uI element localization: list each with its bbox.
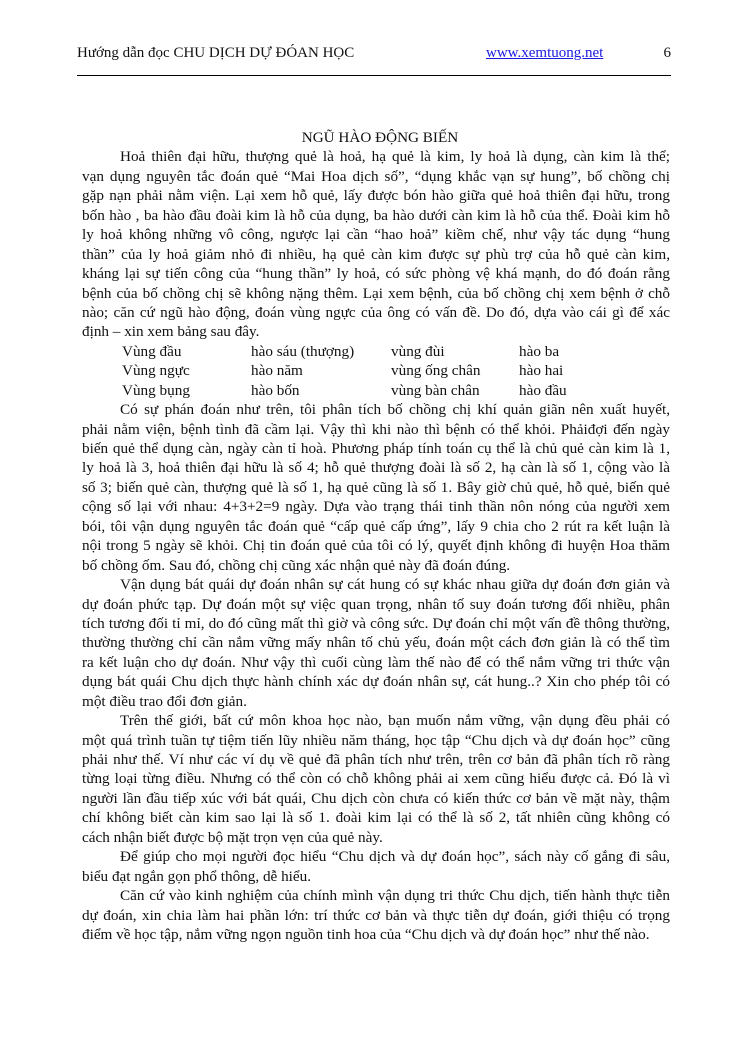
- header-title: Hướng dẫn đọc CHU DỊCH DỰ ĐÓAN HỌC: [77, 45, 355, 61]
- table-row: [82, 361, 670, 380]
- text-line: một điều trao đổi đơn giản.: [82, 692, 247, 710]
- table-cell: vùng đùi: [391, 342, 445, 360]
- text-line: nào; căn cứ ngũ hào động, đoán vùng ngực của ông có vấn đề. Do đó, dựa vào cái gì để xác: [82, 303, 670, 321]
- text-line: một quá trình tuần tự tiệm tiến lũy nhiều năm tháng, học tập “Chu dịch và dự đoán học” cũng: [82, 731, 670, 749]
- document-body: [82, 128, 670, 944]
- table-cell: hào hai: [519, 362, 564, 380]
- table-cell: vùng bàn chân: [391, 381, 480, 399]
- page-number: 6: [663, 45, 671, 61]
- text-line: Trên thế giới, bất cứ môn khoa học nào, bạn muốn nắm vững, vận dụng đều phải có: [120, 712, 670, 730]
- table-cell: hào năm: [251, 362, 303, 380]
- text-line: Vận dụng bát quái dự đoán nhân sự cát hung có sự khác nhau giữa dự đoán đơn giản và: [120, 576, 670, 594]
- paragraph: [82, 575, 670, 711]
- website-link[interactable]: www.xemtuong.net: [486, 45, 604, 61]
- text-line: điểm về học tập, nắm vững ngọn nguồn tinh hoa của “Chu dịch và dự đoán học” như thế nào.: [82, 925, 650, 943]
- table-cell: Vùng ngực: [122, 362, 190, 380]
- text-line: chí không biết càn kim sao lại là số 1. đoài kim lại có thể là số 2, tất nhiên cũng không có: [82, 809, 670, 827]
- text-line: Căn cứ vào kinh nghiệm của chính mình vận dụng tri thức Chu dịch, tiến hành thực tiễn: [120, 887, 670, 905]
- page-header: [77, 45, 671, 69]
- table-cell: Vùng đầu: [122, 342, 182, 360]
- text-line: bệnh của bố chồng chị sẽ không nặng thêm. Lại xem bệnh, của bố chồng chị xem bệnh ở chỗ: [82, 284, 670, 302]
- text-line: ly hoả không những vô công, ngược lại cần “hao hoả” kiềm chế, như vậy tác dụng “hung: [82, 226, 670, 244]
- text-line: vạn dụng nguyên tắc đoán quẻ “Mai Hoa dịch số”, “dụng khắc vạn sự hung”, bố chồng chị: [82, 167, 670, 185]
- paragraph: [82, 886, 670, 944]
- table-row: [82, 381, 670, 400]
- table-cell: hào bốn: [251, 381, 300, 399]
- text-line: dự đoán phức tạp. Dự đoán một sự việc quan trọng, nhân tố suy đoán tương đối nhiều, phân: [82, 595, 670, 613]
- text-line: từng loại từng điều. Nhưng có thể còn có chỗ không phải ai xem cũng hiểu được cả. Đó là vì: [82, 770, 670, 788]
- text-line: phải như thế. Ví như các ví dụ về quẻ đã phân tích như trên, trên cơ bản đã phân tích rõ ràng: [82, 751, 670, 769]
- text-line: thường thường chỉ cần nắm vững mấy nhân tố chủ yếu, đoán một cách đơn giản là có thể tìm: [82, 634, 670, 652]
- text-line: ly hoả là 3, hoả thiên đại hữu là số 4; hỗ quẻ thượng đoài là số 2, hạ càn là số 1, cộng vào là: [82, 459, 670, 477]
- table-cell: vùng ống chân: [391, 362, 481, 380]
- section-heading: NGŨ HÀO ĐỘNG BIẾN: [301, 129, 459, 146]
- table-cell: Vùng bụng: [122, 381, 190, 399]
- table-cell: hào sáu (thượng): [251, 342, 355, 360]
- table-row: [82, 342, 670, 361]
- text-line: kháng lại sự tiến công của “hung thần” ly hoả, có sức phòng vệ khá mạnh, do đó đoán rằng: [82, 265, 670, 283]
- text-line: dụng bát quái Chu dịch thực hành chính xác dự đoán nhân sự, cát hung..? Xin cho phép tôi có: [82, 673, 670, 691]
- text-line: Để giúp cho mọi người đọc hiểu “Chu dịch và dự đoán học”, sách này cố gắng đi sâu,: [120, 848, 670, 866]
- text-line: cộng số lại với nhau: 4+3+2=9 ngày. Dựa vào trạng thái tinh thần nôn nóng của người xem: [82, 498, 670, 516]
- text-line: bố chồng ốm. Sau đó, chồng chị cũng xác nhận quẻ này đã đoán đúng.: [82, 556, 511, 574]
- header-rule: [77, 75, 671, 76]
- text-line: số 3; biến quẻ càn, thượng quẻ là số 1, hạ quẻ cũng là số 1. Bây giờ chủ quẻ, hỗ quẻ, biến quẻ: [82, 478, 670, 496]
- text-line: biểu đạt ngắn gọn phổ thông, dễ hiểu.: [82, 867, 312, 885]
- text-line: bốn hào , ba hào đầu đoài kim là hỗ của dụng, ba hào dưới càn kim là hỗ của thể. Đoài kim hỗ: [82, 206, 670, 224]
- text-line: dự đoán, xin chia làm hai phần lớn: trí thức cơ bản và thực tiễn dự đoán, giới thiệu có trọng: [82, 906, 670, 924]
- table-cell: hào đầu: [519, 381, 567, 399]
- text-line: nội trong 5 ngày sẽ khỏi. Chị tin đoán quẻ của tôi có lý, quyết định không đi huyện Hoa thăm: [82, 537, 670, 555]
- text-line: cách nhận biết được bộ mặt trọn vẹn của quẻ này.: [82, 828, 383, 846]
- text-line: phải nằm viện, bệnh tình đã cầm lại. Vậy thì khi nào thì bệnh có thể khỏi. Phảiđợi đến ngày: [82, 420, 670, 438]
- text-line: Hoả thiên đại hữu, thượng quẻ là hoả, hạ quẻ là kim, ly hoả là dụng, càn kim là thể;: [120, 148, 670, 166]
- body-region-table: [82, 342, 670, 400]
- paragraph: [82, 711, 670, 847]
- text-line: gặp nạn phải nằm viện. Lại xem hỗ quẻ, lấy được bón hào giữa quẻ hoả thiên đại hữu, trong: [82, 187, 670, 205]
- table-cell: hào ba: [519, 342, 560, 360]
- text-line: ra kết luận cho dự đoán. Như vậy thì cuối cùng làm thế nào để có thể nắm vững tri thức vận: [82, 653, 670, 671]
- paragraph: [82, 400, 670, 575]
- text-line: người lần đầu tiếp xúc với bát quái, Chu dịch còn chưa có kiến thức cơ bản về mặt này, thậm: [82, 789, 670, 807]
- text-line: bói, tôi vận dụng nguyên tắc đoán quẻ “cấp quẻ cấp ứng”, lấy 9 chia cho 2 rút ra kết luận là: [82, 517, 670, 535]
- text-line: Có sự phán đoán như trên, tôi phân tích bố chồng chị khí quản giãn nên xuất huyết,: [120, 401, 670, 419]
- text-line: tích tương đối tỉ mỉ, do đó cũng mất thì giờ và công sức. Dự đoán chỉ một vấn đề thông thường,: [82, 614, 670, 632]
- paragraph: [82, 847, 670, 886]
- text-line: thần” của ly hoả giảm nhỏ đi nhiều, hạ quẻ càn kim được sự phù trợ của hỗ quẻ càn kim,: [82, 245, 670, 263]
- text-line: định – xin xem bảng sau đây.: [82, 323, 260, 341]
- paragraph: [82, 147, 670, 341]
- text-line: biến quẻ thể dụng càn, ngày càn tỉ hoà. Phương pháp tính toán cụ thể là chủ quẻ càn kim là 1,: [82, 440, 670, 458]
